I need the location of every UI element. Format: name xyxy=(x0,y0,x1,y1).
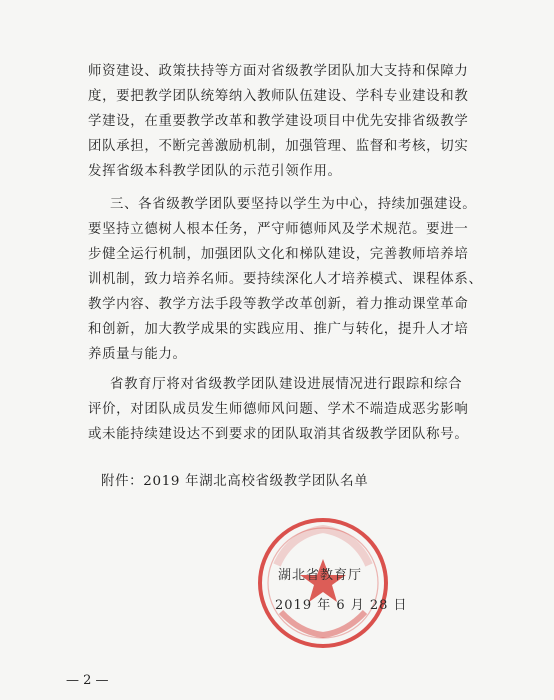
text-line: 发挥省级本科教学团队的示范引领作用。 xyxy=(88,164,342,179)
text-line: 度，要把教学团队统筹纳入教师队伍建设、学科专业建设和教 xyxy=(88,89,469,104)
text-line: 学建设，在重要教学改革和教学建设项目中优先安排省级教学 xyxy=(88,114,469,129)
text-line: 或未能持续建设达不到要求的团队取消其省级教学团队称号。 xyxy=(88,427,469,442)
section-heading: 三、各省级教学团队要坚持以学生为中心，持续加强建设。 xyxy=(110,197,477,212)
text-line: 养质量与能力。 xyxy=(88,347,187,362)
official-seal-icon xyxy=(254,514,392,652)
page-number: — 2 — xyxy=(66,673,109,688)
text-line: 和创新，加大教学成果的实践应用、推广与转化，提升人才培 xyxy=(88,322,469,337)
text-line: 步健全运行机制，加强团队文化和梯队建设，完善教师培养培 xyxy=(88,247,469,262)
text-line: 教学内容、教学方法手段等教学改革创新，着力推动课堂革命 xyxy=(88,297,469,312)
text-line: 要坚持立德树人根本任务，严守师德师风及学术规范。要进一 xyxy=(88,222,469,237)
issuer-name: 湖北省教育厅 xyxy=(278,568,363,583)
text-line: 团队承担，不断完善激励机制，加强管理、监督和考核，切实 xyxy=(88,139,469,154)
text-line: 训机制，致力培养名师。要持续深化人才培养模式、课程体系、 xyxy=(88,272,483,287)
text-line: 评价，对团队成员发生师德师风问题、学术不端造成恶劣影响 xyxy=(88,402,469,417)
attachment-line: 附件：2019 年湖北高校省级教学团队名单 xyxy=(101,474,369,489)
paragraph-line: 省教育厅将对省级教学团队建设进展情况进行跟踪和综合 xyxy=(110,377,463,392)
text-line: 师资建设、政策扶持等方面对省级教学团队加大支持和保障力 xyxy=(88,64,469,79)
issue-date: 2019 年 6 月 28 日 xyxy=(275,598,408,613)
